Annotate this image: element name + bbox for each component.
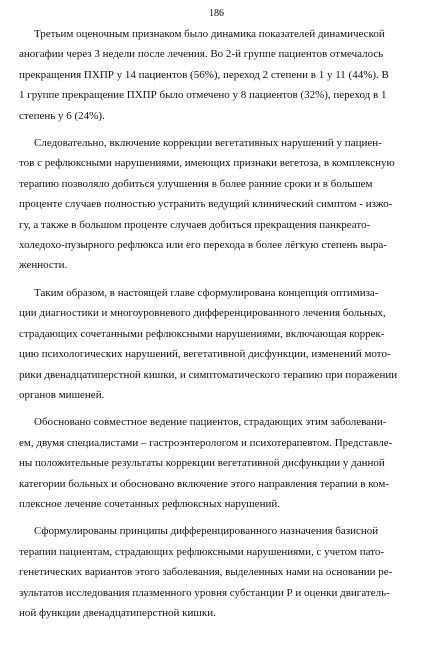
paragraph-gap bbox=[19, 126, 414, 133]
text-line: холедохо-пузырного рефлюкса или его перехода в более лёгкую степень выра- bbox=[19, 239, 387, 252]
text-line: Третьим оценочным признаком было динамика показателей динамической bbox=[34, 28, 385, 40]
text-line: рики двенадцатиперстной кишки, и симптоматического терапию при поражении bbox=[19, 368, 398, 381]
text-line: гу, а также в большом проценте случаев добиться прекращения панкреато- bbox=[19, 218, 371, 231]
text-line: генетических вариантов этого заболевания, выделенных нами на основании ре- bbox=[19, 566, 393, 579]
text-line: прекращения ПХПР у 14 пациентов (56%), переход 2 степени в 1 у 11 (44%). В bbox=[19, 68, 389, 81]
text-line: аногафии через 3 недели после лечения. Во 2-й группе пациентов отмечалось bbox=[19, 48, 384, 61]
paragraph bbox=[19, 133, 414, 276]
paragraph-gap bbox=[19, 405, 414, 412]
text-line: 1 группе прекращение ПХПР было отмечено у 8 пациентов (32%), переход в 1 bbox=[19, 89, 387, 102]
text-line: терапии пациентам, страдающих рефлюксными нарушениями, с учетом пато- bbox=[19, 545, 385, 558]
text-line: плексное лечение сочетанных рефлюксных нарушений. bbox=[19, 497, 280, 510]
paragraph bbox=[19, 283, 414, 405]
text-line: органов мишеней. bbox=[19, 388, 105, 401]
text-line: женности. bbox=[19, 259, 68, 272]
paragraph-gap bbox=[19, 276, 414, 283]
paragraph bbox=[19, 521, 414, 623]
text-line: страдающих сочетанными рефлюксными нарушениями, включающая коррек- bbox=[19, 327, 385, 340]
paragraph bbox=[19, 24, 414, 126]
text-line: ции диагностики и многоуровневого дифференцированного лечения больных, bbox=[19, 307, 386, 320]
text-line: Сформулированы принципы дифференцированного назначения базисной bbox=[34, 525, 379, 538]
paragraph-gap bbox=[19, 514, 414, 521]
text-line: категории больных и обосновано включение этого направления терапии в ком- bbox=[19, 477, 389, 490]
text-line: степень у 6 (24%). bbox=[19, 109, 105, 122]
text-line: проценте случаев полностью устранить ведущий клинический симптом - изжо- bbox=[19, 198, 393, 211]
page-number: 186 bbox=[209, 8, 224, 19]
text-line: ны положительные результаты коррекции вегетативной дисфункции у данной bbox=[19, 457, 385, 470]
body-text bbox=[19, 24, 414, 623]
text-line: Таким образом, в настоящей главе сформулирована концепция оптимиза- bbox=[34, 286, 379, 299]
text-line: Следовательно, включение коррекции вегетативных нарушений у пациен- bbox=[34, 137, 382, 150]
text-line: терапию позволяло добиться улучшения в более ранние сроки и в большем bbox=[19, 177, 373, 190]
text-line: зультатов исследования плазменного уровня субстанции Р и оценки двигатель- bbox=[19, 586, 390, 599]
text-line: Обосновано совместное ведение пациентов, страдающих этим заболевани- bbox=[34, 416, 387, 429]
text-line: ем, двумя специалистами – гастроэнтерологом и психотерапевтом. Представле- bbox=[19, 436, 393, 449]
paragraph bbox=[19, 412, 414, 514]
text-line: ной функции двенадцатиперстной кишки. bbox=[19, 606, 216, 619]
text-line: цию психологических нарушений, вегетативной дисфункции, изменений мото- bbox=[19, 348, 391, 361]
text-line: тов с рефлюксными нарушениями, имеющих признаки вегетоза, в комплексную bbox=[19, 157, 395, 170]
